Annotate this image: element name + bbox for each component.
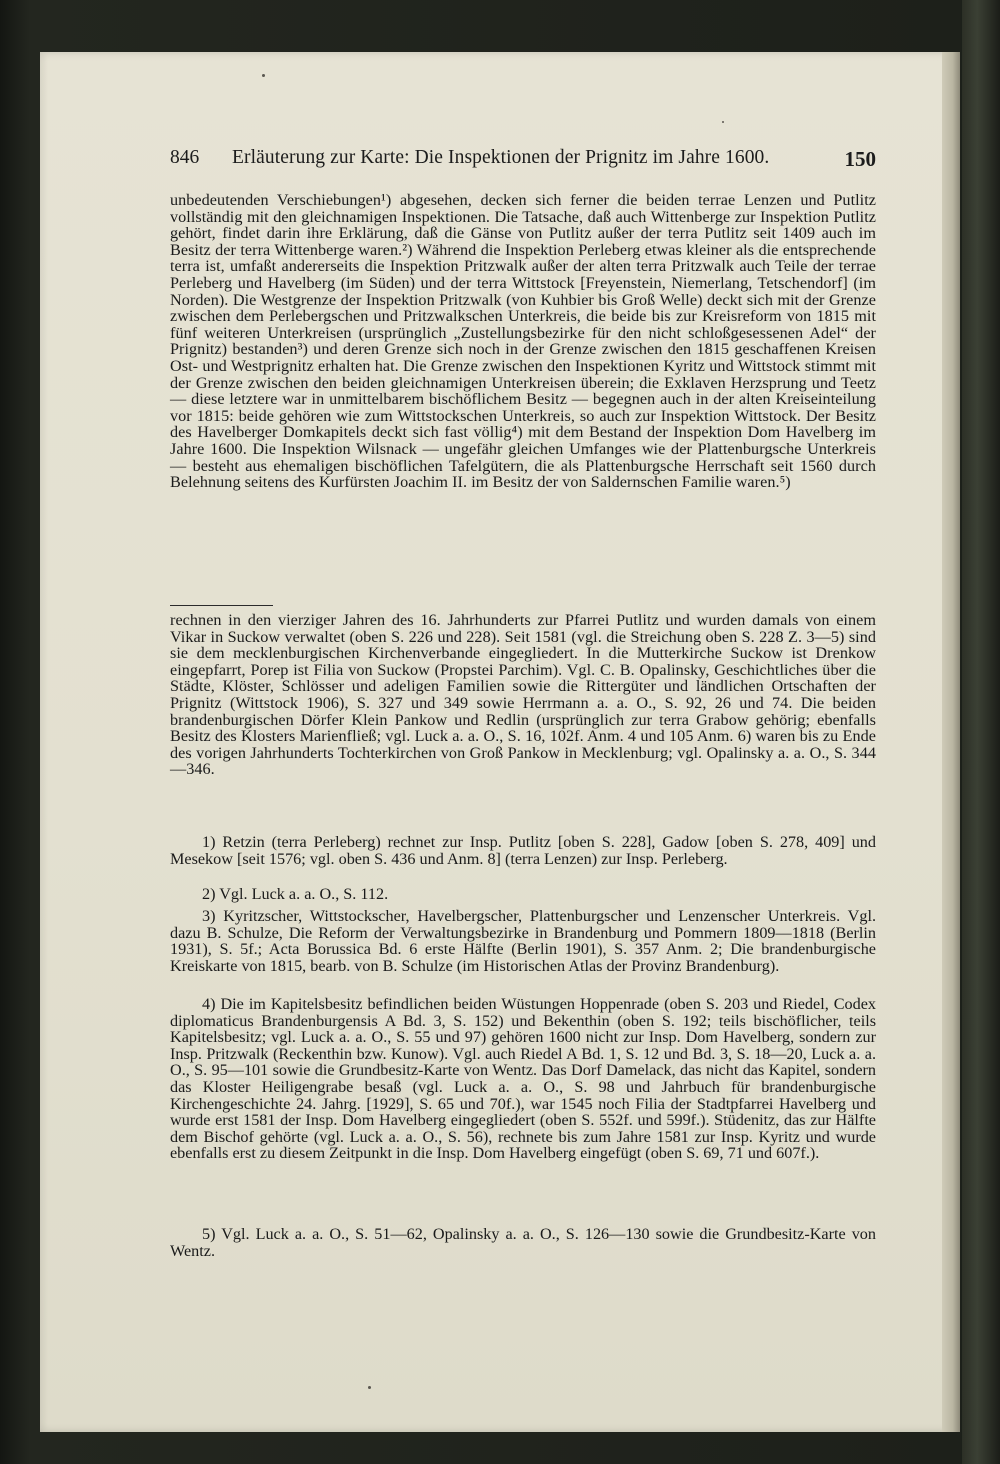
footnote-4-text: 4) Die im Kapitelsbesitz befindlichen beiden Wüstungen Hoppenrade (oben S. 203 und Riedel, Codex diplomaticus Brandenburgensis A Bd. 3, S. 152) und Bekenthin (oben S. 192; teils bischöflicher, teils Kapitelsbesitz; vgl. Luck a. a. O., S. 55 und 97) gehören 1600 nicht zur Insp. Dom Havelberg, sondern zur Insp. Pritzwalk (Reckenthin bzw. Kunow). Vgl. auch Riedel A Bd. 1, S. 12 und Bd. 3, S. 18—20, Luck a. a. O., S. 95—101 sowie die Grundbesitz-Karte von Wentz. Das Dorf Damelack, das nicht das Kapitel, sondern das Kloster Heiligengrabe besaß (vgl. Luck a. a. O., S. 98 und Jahrbuch für brandenburgische Kirchengeschichte 24. Jahrg. [1929], S. 65 und 70f.), war 1545 noch Filia der Stadtpfarrei Havelberg und wurde erst 1581 der Insp. Dom Havelberg eingegliedert (oben S. 552f. und 599f.). Stüdenitz, das zur Hälfte dem Bischof gehörte (vgl. Luck a. a. O., S. 56), rechnete bis zum Jahre 1581 zur Insp. Kyritz und wurde ebenfalls erst zu diesem Zeitpunkt in die Insp. Dom Havelberg eingefügt (oben S. 69, 71 und 607f.). (170, 995, 876, 1163)
footnote-4 (170, 996, 876, 1162)
page-edge-shadow (942, 52, 960, 1432)
running-header (170, 147, 876, 177)
footnote-3 (170, 908, 876, 974)
footnote-5-text: 5) Vgl. Luck a. a. O., S. 51—62, Opalinsky a. a. O., S. 126—130 sowie die Grundbesitz-Karte von Wentz. (170, 1225, 876, 1260)
paper-speck (368, 1386, 371, 1389)
paper-speck (262, 74, 265, 77)
page-number-left: 846 (170, 147, 200, 168)
footnote-5 (170, 1226, 876, 1259)
paper-speck (722, 121, 724, 123)
footnote-1-text: 1) Retzin (terra Perleberg) rechnet zur Insp. Putlitz [oben S. 228], Gadow [oben S. 278, 409] und Mesekow [seit 1576; vgl. oben S. 436 und Anm. 8] (terra Lenzen) zur Insp. Perleberg. (170, 833, 876, 868)
footnote-1 (170, 834, 876, 867)
footnote-3-text: 3) Kyritzscher, Wittstockscher, Havelbergscher, Plattenburgscher und Lenzenscher Unterkreis. Vgl. dazu B. Schulze, Die Reform der Verwaltungsbezirke in Brandenburg und Pommern 1809—1818 (Berlin 1931), S. 5f.; Acta Borussica Bd. 6 erste Hälfte (Berlin 1901), S. 357 Anm. 2; Die brandenburgische Kreiskarte von 1815, bearb. von B. Schulze (im Historischen Atlas der Provinz Brandenburg). (170, 907, 876, 975)
footnote-separator (170, 605, 273, 606)
main-paragraph: unbedeutenden Verschiebungen¹) abgesehen, decken sich ferner die beiden terrae Lenzen und Putlitz vollständig mit den gleichnamigen Inspektionen. Die Tatsache, daß auch Wittenberge zur Inspektion Putlitz gehört, findet darin ihre Erklärung, daß die Gänse von Putlitz außer der terra Putlitz seit 1409 auch im Besitz der terra Wittenberge waren.²) Während die Inspektion Perleberg etwas kleiner als die entsprechende terra ist, umfaßt andererseits die Inspektion Pritzwalk außer der alten terra Pritzwalk auch Teile der terrae Perleberg und Havelberg (im Süden) und der terra Wittstock [Freyenstein, Niemerlang, Tetschendorf] (im Norden). Die Westgrenze der Inspektion Pritzwalk (von Kuhbier bis Groß Welle) deckt sich mit der Grenze zwischen dem Perlebergschen und Pritzwalkschen Unterkreis, die beide bis zur Kreisreform von 1815 mit fünf weiteren Unterkreisen (ursprünglich „Zustellungsbezirke für den nicht schloßgesessenen Adel“ der Prignitz) bestanden³) und deren Grenze sich noch in der Grenze zwischen den 1815 geschaffenen Kreisen Ost- und Westprignitz erhalten hat. Die Grenze zwischen den Inspektionen Kyritz und Wittstock stimmt mit der Grenze zwischen den beiden gleichnamigen Unterkreisen überein; die Exklaven Herzsprung und Teetz — diese letztere war in unmittelbarem bischöflichem Besitz — begegnen auch in der alten Kreiseinteilung vor 1815: beide gehören wie zum Wittstockschen Unterkreis, so auch zur Inspektion Wittstock. Der Besitz des Havelberger Domkapitels deckt sich fast völlig⁴) mit dem Bestand der Inspektion Dom Havelberg im Jahre 1600. Die Inspektion Wilsnack — ungefähr gleichen Umfanges wie der Plattenburgsche Unterkreis — besteht aus ehemaligen bischöflichen Tafelgütern, die als Plattenburgsche Herrschaft seit 1560 durch Belehnung seitens des Kurfürsten Joachim II. im Besitz der von Saldernschen Familie waren.⁵) (170, 191, 876, 492)
footnote-2-text: 2) Vgl. Luck a. a. O., S. 112. (202, 885, 389, 903)
footnote-2 (170, 886, 876, 903)
continued-footnote: rechnen in den vierziger Jahren des 16. Jahrhunderts zur Pfarrei Putlitz und wurden damals von einem Vikar in Suckow verwaltet (oben S. 226 und 228). Seit 1581 (vgl. die Streichung oben S. 228 Z. 3—5) sind sie dem mecklenburgischen Kirchenverbande eingegliedert. In die Mutterkirche Suckow ist Drenkow eingepfarrt, Porep ist Filia von Suckow (Propstei Parchim). Vgl. C. B. Opalinsky, Geschichtliches über die Städte, Klöster, Schlösser und adeligen Familien sowie die Rittergüter und ländlichen Ortschaften der Prignitz (Wittstock 1906), S. 327 und 349 sowie Herrmann a. a. O., S. 92, 26 und 74. Die beiden brandenburgischen Dörfer Klein Pankow und Redlin (ursprünglich zur terra Grabow gehörig; ebenfalls Besitz des Klosters Marienfließ; vgl. Luck a. a. O., S. 16, 102f. Anm. 4 und 105 Anm. 6) waren bis zu Ende des vorigen Jahrhunderts Tochterkirchen von Groß Pankow in Mecklenburg; vgl. Opalinsky a. a. O., S. 344—346. (170, 611, 876, 779)
book-spine-strip (962, 0, 1000, 1464)
running-title: Erläuterung zur Karte: Die Inspektionen der Prignitz im Jahre 1600. (232, 147, 770, 168)
page-number-right: 150 (844, 147, 876, 171)
